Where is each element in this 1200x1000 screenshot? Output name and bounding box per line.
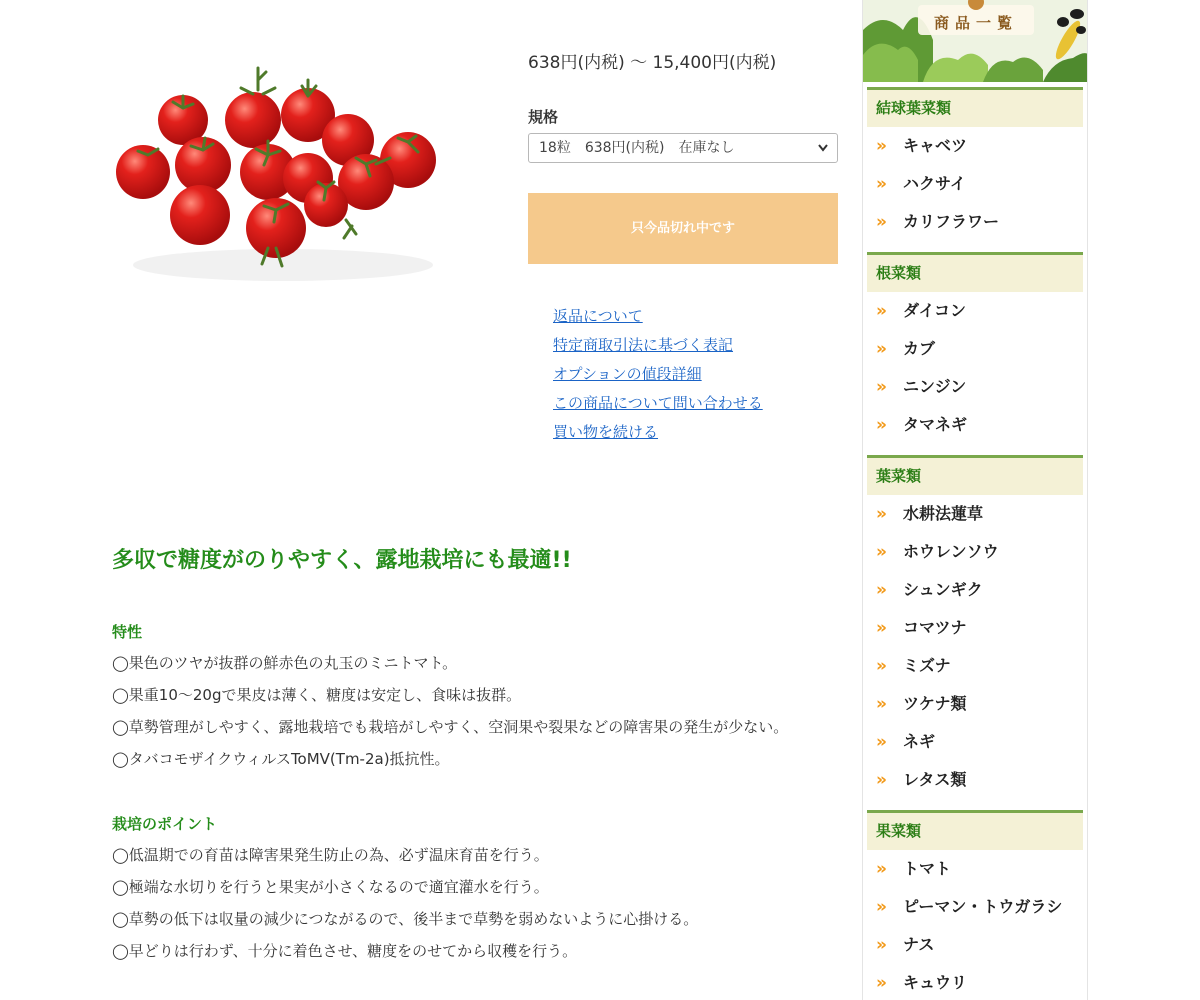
sidebar-item-label: レタス類 bbox=[903, 770, 967, 789]
price-range: 638円(内税) 〜 15,400円(内税) bbox=[528, 53, 777, 73]
characteristics-list bbox=[112, 651, 788, 779]
list-item: ◯低温期での育苗は障害果発生防止の為、必ず温床育苗を行う。 bbox=[112, 846, 549, 864]
chevron-double-right-icon: » bbox=[876, 504, 883, 524]
category-title[interactable]: 根菜類 bbox=[867, 252, 1083, 292]
chevron-double-right-icon: » bbox=[876, 339, 883, 359]
spec-select[interactable] bbox=[528, 133, 838, 163]
category-title[interactable]: 葉菜類 bbox=[867, 455, 1083, 495]
chevron-double-right-icon: » bbox=[876, 935, 883, 955]
sidebar-item-label: コマツナ bbox=[903, 618, 967, 637]
legal-notice-link[interactable]: 特定商取引法に基づく表記 bbox=[553, 336, 734, 354]
sidebar-item-label: トマト bbox=[903, 859, 952, 878]
spec-label: 規格 bbox=[528, 108, 559, 126]
sidebar-item-label: シュンギク bbox=[903, 580, 983, 599]
sidebar-item-label: ハクサイ bbox=[903, 174, 966, 193]
sidebar-item[interactable] bbox=[867, 406, 1083, 444]
sidebar-item-label: ツケナ類 bbox=[903, 694, 967, 713]
spec-select-value: 18粒 638円(内税) 在庫なし bbox=[539, 140, 735, 156]
chevron-double-right-icon: » bbox=[876, 770, 883, 790]
sidebar-item-label: キュウリ bbox=[903, 973, 968, 992]
chevron-double-right-icon: » bbox=[876, 212, 883, 232]
list-item: ◯草勢の低下は収量の減少につながるので、後半まで草勢を弱めないように心掛ける。 bbox=[112, 910, 699, 928]
sidebar-item-label: ホウレンソウ bbox=[903, 542, 999, 561]
chevron-double-right-icon: » bbox=[876, 694, 883, 714]
sidebar-item-label: ミズナ bbox=[903, 656, 951, 675]
list-item: ◯果重10〜20gで果皮は薄く、糖度は安定し、食味は抜群。 bbox=[112, 686, 522, 704]
chevron-double-right-icon: » bbox=[876, 377, 883, 397]
sidebar-item-label: タマネギ bbox=[903, 415, 968, 434]
sidebar-item[interactable] bbox=[867, 761, 1083, 799]
section-title-characteristics: 特性 bbox=[112, 623, 143, 641]
product-headline: 多収で糖度がのりやすく、露地栽培にも最適!! bbox=[112, 548, 572, 573]
sidebar-item[interactable] bbox=[867, 647, 1083, 685]
chevron-double-right-icon: » bbox=[876, 618, 883, 638]
sidebar-item[interactable] bbox=[867, 165, 1083, 203]
sidebar-item[interactable] bbox=[867, 850, 1083, 888]
sidebar-item-label: ピーマン・トウガラシ bbox=[903, 897, 1063, 916]
sidebar-item-label: ダイコン bbox=[903, 301, 967, 320]
vegetables-banner[interactable] bbox=[863, 0, 1088, 82]
sidebar-item[interactable] bbox=[867, 888, 1083, 926]
chevron-double-right-icon: » bbox=[876, 732, 883, 752]
sidebar-item-label: ナス bbox=[903, 935, 935, 954]
list-item: ◯果色のツヤが抜群の鮮赤色の丸玉のミニトマト。 bbox=[112, 654, 458, 672]
sidebar-item[interactable] bbox=[867, 609, 1083, 647]
category-sidebar bbox=[862, 0, 1088, 1000]
tomato-cluster-image bbox=[108, 60, 458, 300]
cultivation-list bbox=[112, 843, 698, 971]
sidebar-item-label: ニンジン bbox=[903, 377, 967, 396]
chevron-double-right-icon: » bbox=[876, 174, 883, 194]
sidebar-item[interactable] bbox=[867, 685, 1083, 723]
soldout-button[interactable]: 只今品切れ中です bbox=[528, 193, 838, 264]
continue-shopping-link[interactable]: 買い物を続ける bbox=[553, 423, 659, 441]
category-title[interactable]: 果菜類 bbox=[867, 810, 1083, 850]
sidebar-item-label: カリフラワー bbox=[903, 212, 1000, 231]
section-title-cultivation: 栽培のポイント bbox=[112, 815, 218, 833]
sidebar-item-label: 水耕法蓮草 bbox=[903, 504, 984, 523]
returns-link[interactable]: 返品について bbox=[553, 307, 643, 325]
sidebar-item-label: キャベツ bbox=[903, 136, 968, 155]
category-heading-fruit bbox=[867, 810, 1083, 1000]
sidebar-item[interactable] bbox=[867, 203, 1083, 241]
chevron-double-right-icon: » bbox=[876, 542, 883, 562]
sidebar-item[interactable] bbox=[867, 368, 1083, 406]
banner-title: 商品一覧 bbox=[933, 14, 1018, 32]
list-item: ◯タバコモザイクウィルスToMV(Tm-2a)抵抗性。 bbox=[112, 750, 450, 768]
list-item: ◯草勢管理がしやすく、露地栽培でも栽培がしやすく、空洞果や裂果などの障害果の発生が少ない。 bbox=[112, 718, 789, 736]
sidebar-item[interactable] bbox=[867, 292, 1083, 330]
sidebar-item[interactable] bbox=[867, 964, 1083, 1000]
chevron-double-right-icon: » bbox=[876, 973, 883, 993]
chevron-double-right-icon: » bbox=[876, 859, 883, 879]
sidebar-item-label: カブ bbox=[903, 339, 936, 358]
sidebar-item[interactable] bbox=[867, 723, 1083, 761]
sidebar-item[interactable] bbox=[867, 571, 1083, 609]
sidebar-item[interactable] bbox=[867, 533, 1083, 571]
chevron-double-right-icon: » bbox=[876, 580, 883, 600]
sidebar-item[interactable] bbox=[867, 330, 1083, 368]
sidebar-item-label: ネギ bbox=[903, 732, 936, 751]
chevron-double-right-icon: » bbox=[876, 656, 883, 676]
option-price-link[interactable]: オプションの値段詳細 bbox=[553, 365, 702, 383]
sidebar-item[interactable] bbox=[867, 926, 1083, 964]
product-photo bbox=[108, 60, 458, 300]
chevron-double-right-icon: » bbox=[876, 301, 883, 321]
chevron-down-icon bbox=[817, 134, 829, 163]
category-title[interactable]: 結球葉菜類 bbox=[867, 87, 1083, 127]
sidebar-item[interactable] bbox=[867, 127, 1083, 165]
list-item: ◯極端な水切りを行うと果実が小さくなるので適宜灌水を行う。 bbox=[112, 878, 549, 896]
chevron-double-right-icon: » bbox=[876, 897, 883, 917]
product-links bbox=[553, 305, 763, 450]
list-item: ◯早どりは行わず、十分に着色させ、糖度をのせてから収穫を行う。 bbox=[112, 942, 578, 960]
category-heading-leafy bbox=[867, 455, 1083, 799]
category-heading-root bbox=[867, 252, 1083, 444]
inquiry-link[interactable]: この商品について問い合わせる bbox=[553, 394, 763, 412]
chevron-double-right-icon: » bbox=[876, 415, 883, 435]
sidebar-item[interactable] bbox=[867, 495, 1083, 533]
chevron-double-right-icon: » bbox=[876, 136, 883, 156]
category-heading-leafy-head bbox=[867, 87, 1083, 241]
